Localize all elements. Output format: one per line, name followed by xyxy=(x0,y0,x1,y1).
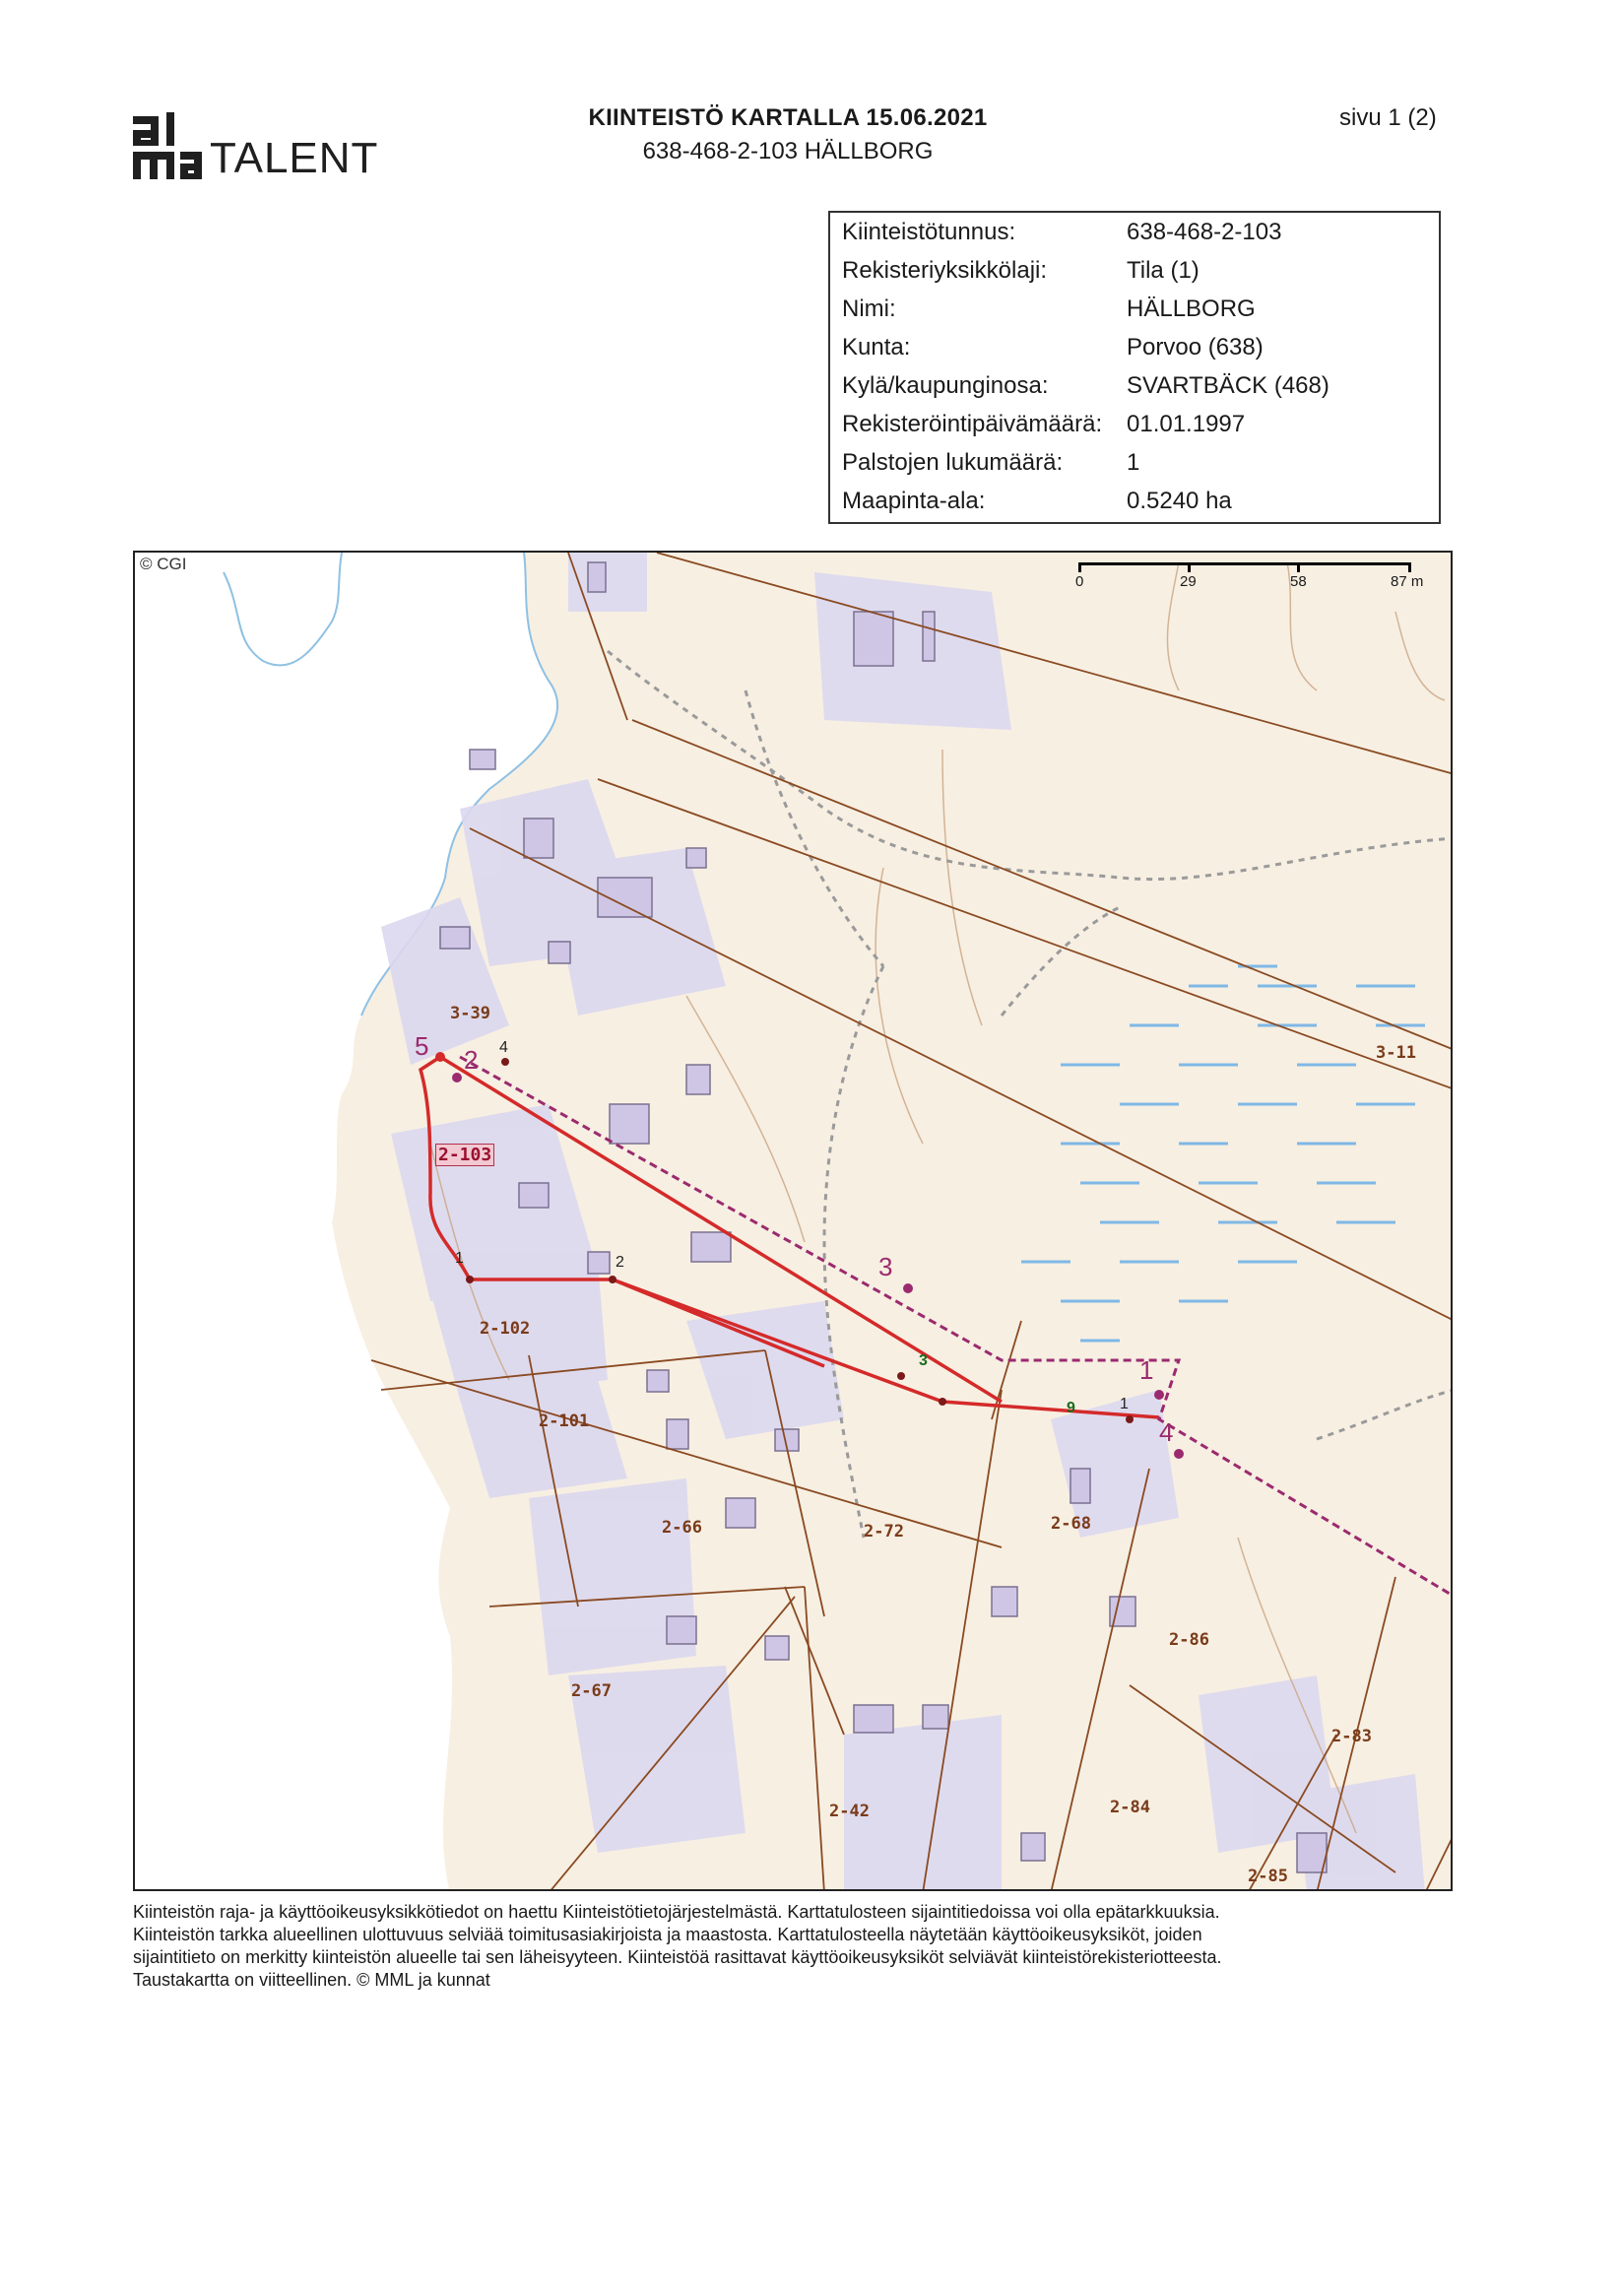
scale-label: 0 xyxy=(1075,573,1084,590)
property-info-table xyxy=(828,211,1441,524)
vertex-number: 3 xyxy=(919,1352,928,1369)
parcel-label: 3-39 xyxy=(450,1004,490,1023)
scale-label: 29 xyxy=(1180,573,1197,590)
disclaimer-line: Kiinteistön tarkka alueellinen ulottuvuus selviää toimitusasiakirjoista ja maastosta. Karttatulosteella näytetään käyttöoikeusyksiköt, joiden xyxy=(133,1925,1202,1944)
scale-label: 87 m xyxy=(1391,573,1424,590)
map-canvas xyxy=(135,553,1453,1891)
vertex-number: 1 xyxy=(455,1250,464,1267)
easement-point-5: 5 xyxy=(415,1031,429,1061)
logo-word: TALENT xyxy=(210,134,379,182)
property-map[interactable] xyxy=(133,551,1453,1891)
info-label: Nimi: xyxy=(842,295,896,322)
parcel-label: 2-102 xyxy=(480,1319,531,1339)
scale-tick xyxy=(1408,562,1411,572)
scale-tick xyxy=(1297,562,1300,572)
info-value: 1 xyxy=(1127,449,1140,476)
vertex-number: 2 xyxy=(616,1254,624,1271)
title-line-1: KIINTEISTÖ KARTALLA 15.06.2021 xyxy=(588,104,988,131)
easement-point-4: 4 xyxy=(1159,1417,1174,1447)
title-line-2: 638-468-2-103 HÄLLBORG xyxy=(642,138,934,164)
parcel-label: 2-85 xyxy=(1248,1867,1288,1886)
disclaimer-line: Kiinteistön raja- ja käyttöoikeusyksikkötiedot on haettu Kiinteistötietojärjestelmästä. Karttatulosteen sijaintitiedoissa voi olla epätarkkuuksia. xyxy=(133,1902,1220,1922)
info-label: Rekisteriyksikkölaji: xyxy=(842,257,1048,284)
alma-logo-mark xyxy=(133,112,202,181)
info-value: HÄLLBORG xyxy=(1127,295,1256,322)
scale-bar xyxy=(1075,557,1450,592)
parcel-label: 2-83 xyxy=(1331,1727,1372,1746)
alma-talent-logo xyxy=(133,106,404,185)
scale-tick xyxy=(1188,562,1191,572)
parcel-label-selected: 2-103 xyxy=(435,1144,494,1166)
info-label: Maapinta-ala: xyxy=(842,488,986,514)
parcel-label: 3-11 xyxy=(1376,1043,1416,1063)
info-value: SVARTBÄCK (468) xyxy=(1127,372,1329,399)
info-value: 01.01.1997 xyxy=(1127,411,1246,437)
vertex-number: 1 xyxy=(1120,1396,1129,1412)
easement-point-1: 1 xyxy=(1139,1355,1154,1385)
info-value: 638-468-2-103 xyxy=(1127,219,1282,245)
marsh-symbols xyxy=(1021,966,1425,1341)
parcel-label: 2-86 xyxy=(1169,1630,1209,1650)
info-value: Tila (1) xyxy=(1127,257,1200,284)
vertex-number: 4 xyxy=(499,1039,508,1056)
disclaimer-line: Taustakartta on viitteellinen. © MML ja kunnat xyxy=(133,1970,490,1990)
easement-point-3: 3 xyxy=(878,1252,893,1281)
map-copyright: © CGI xyxy=(137,555,189,574)
scale-tick xyxy=(1078,562,1081,572)
parcel-label: 2-101 xyxy=(539,1411,590,1431)
info-label: Kylä/kaupunginosa: xyxy=(842,372,1049,399)
parcel-label: 2-72 xyxy=(864,1522,904,1542)
parcel-label: 2-42 xyxy=(829,1802,870,1821)
page-number: sivu 1 (2) xyxy=(1339,104,1437,131)
disclaimer-line: sijaintitieto on merkitty kiinteistön alueelle tai sen läheisyyteen. Kiinteistöä rasittavat käyttöoikeusyksiköt selviävät kiinteistörekisteriotteesta. xyxy=(133,1947,1222,1967)
scale-label: 58 xyxy=(1290,573,1307,590)
vertex-number: 9 xyxy=(1067,1400,1075,1416)
info-label: Kiinteistötunnus: xyxy=(842,219,1016,245)
info-value: 0.5240 ha xyxy=(1127,488,1232,514)
info-value: Porvoo (638) xyxy=(1127,334,1264,361)
easement-point-2: 2 xyxy=(464,1045,479,1075)
scale-bar-line xyxy=(1078,562,1411,565)
parcel-label: 2-66 xyxy=(662,1518,702,1538)
parcel-label: 2-67 xyxy=(571,1681,612,1701)
document-title xyxy=(551,104,1024,165)
info-label: Palstojen lukumäärä: xyxy=(842,449,1064,476)
info-label: Kunta: xyxy=(842,334,911,361)
info-label: Rekisteröintipäivämäärä: xyxy=(842,411,1103,437)
parcel-label: 2-84 xyxy=(1110,1798,1150,1817)
map-disclaimer xyxy=(133,1901,1453,1992)
parcel-label: 2-68 xyxy=(1051,1514,1091,1534)
